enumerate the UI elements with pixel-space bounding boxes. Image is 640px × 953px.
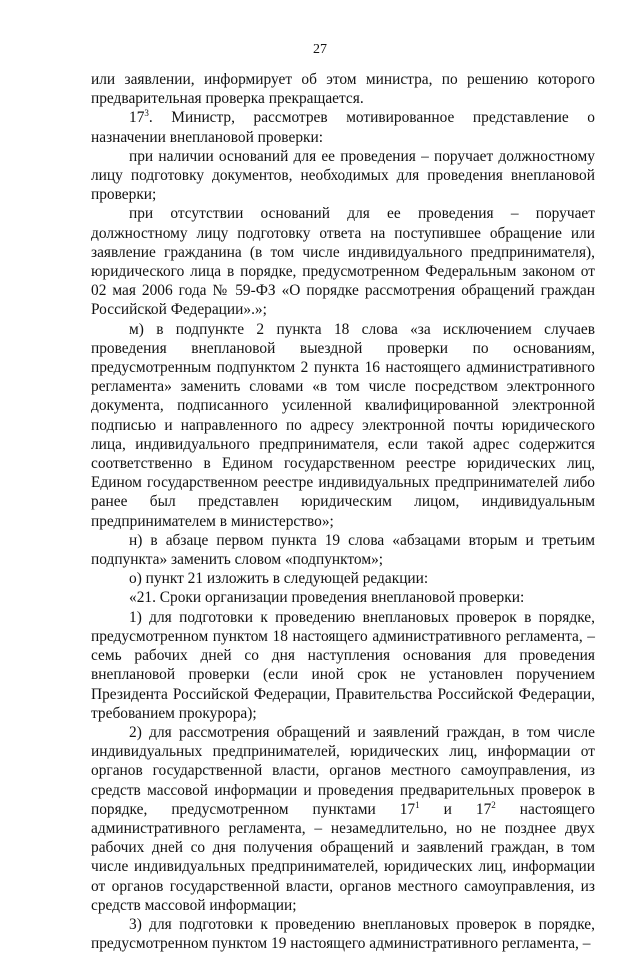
text-run: н) в абзаце первом пункта 19 слова «абзацами вторым и третьим подпункта» заменить словом «подпунктом»; (91, 531, 595, 569)
text-run: о) пункт 21 изложить в следующей редакции: (129, 570, 429, 588)
paragraph (91, 70, 595, 108)
paragraph (91, 320, 595, 531)
text-run: . Министр, рассмотрев мотивированное представление о назначении внеплановой проверки: (91, 109, 595, 146)
paragraph (91, 108, 595, 146)
text-run: при отсутствии оснований для ее проведения – поручает должностному лицу подготовку ответа на поступившее обращение или заявление гражданина (в том числе индивидуального предпринимателя), юридического лица в порядке, предусмотренном Федеральным законом от 02 мая 2006 года № 59-ФЗ «О порядке рассмотрения обращений граждан Российской Федерации».»; (91, 205, 595, 319)
paragraph (91, 588, 595, 607)
text-run: 3) для подготовки к проведению внеплановых проверок в порядке, предусмотренном пунктом 19 настоящего административного регламента, – (91, 915, 595, 953)
page-number: 27 (313, 42, 327, 57)
paragraph (91, 204, 595, 319)
superscript: 2 (491, 799, 496, 810)
text-run: настоящего административного регламента, – незамедлительно, но не позднее двух рабочих дней со дня получения обращений и заявлений граждан, в том числе индивидуальных предпринимателей, юридических лиц, информации от органов государственной власти, органов местного самоуправления, из средств массовой информации; (91, 800, 595, 914)
text-run: и 17 (419, 800, 492, 818)
paragraph (91, 569, 595, 588)
superscript: 3 (144, 108, 149, 119)
paragraph (91, 147, 595, 205)
paragraph (91, 723, 595, 915)
superscript: 1 (415, 799, 420, 810)
text-run: 2) для рассмотрения обращений и заявлений граждан, в том числе индивидуальных предпринимателей, юридических лиц, информации от органов государственной власти, органов местного самоуправления, из средств массовой информации и проведения предварительных проверок в порядке, предусмотренном пунктами 17 (91, 723, 595, 818)
text-run: 17 (129, 109, 145, 127)
text-run: или заявлении, информирует об этом министра, по решению которого предварительная проверка прекращается. (91, 71, 595, 108)
paragraph (91, 531, 595, 569)
text-run: при наличии оснований для ее проведения – поручает должностному лицу подготовку документов, необходимых для проведения внеплановой проверки; (91, 147, 595, 204)
text-run: «21. Сроки организации проведения внеплановой проверки: (129, 589, 525, 607)
document-body (91, 70, 595, 953)
text-run: 1) для подготовки к проведению внеплановых проверок в порядке, предусмотренном пунктом 18 настоящего административного регламента, – семь рабочих дней со дня наступления основания для проведения внеплановой проверки (если иной срок не установлен поручением Президента Российской Федерации, Правительства Российской Федерации, требованием прокурора); (91, 608, 595, 722)
paragraph (91, 608, 595, 723)
text-run: м) в подпункте 2 пункта 18 слова «за исключением случаев проведения внеплановой выездной проверки по основаниям, предусмотренным подпунктом 2 пункта 16 настоящего административного регламента» заменить словами «в том числе посредством электронного документа, подписанного усиленной квалифицированной электронной подписью и направленного по адресу электронной почты юридического лица, индивидуального предпринимателя, если такой адрес содержится соответственно в Едином государственном реестре юридических лиц, Едином государственном реестре индивидуальных предпринимателей либо ранее был представлен юридическим лицом, индивидуальным предпринимателем в министерство»; (91, 320, 595, 530)
paragraph (91, 915, 595, 953)
